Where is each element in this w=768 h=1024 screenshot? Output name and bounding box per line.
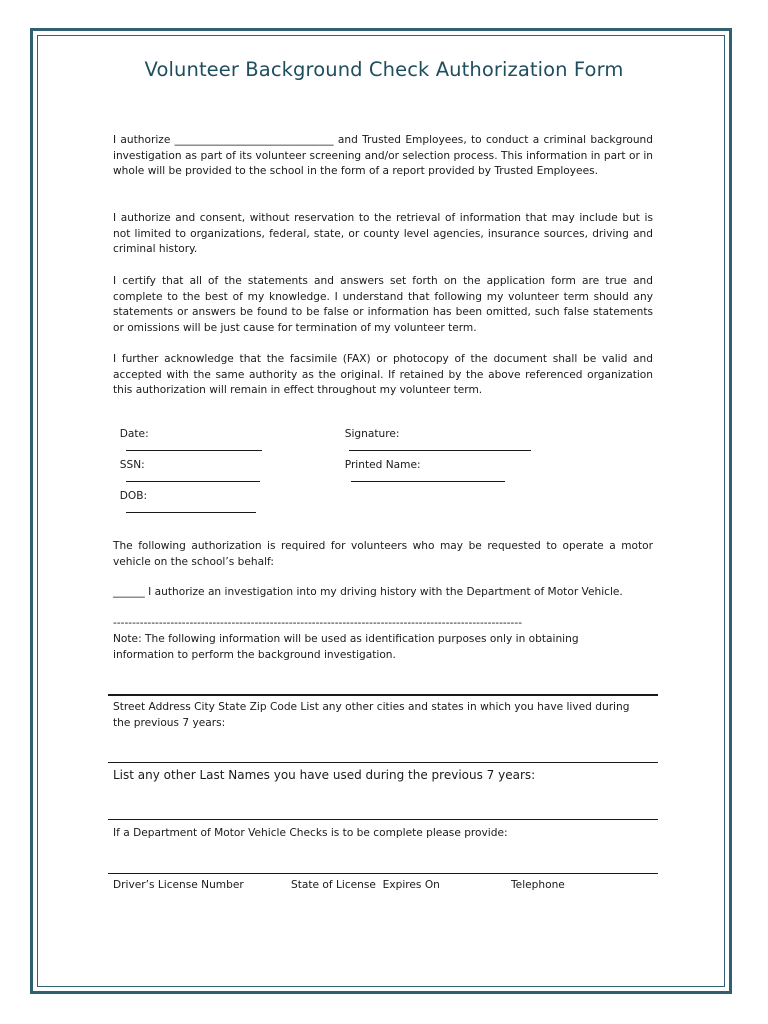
ssn-label: SSN: bbox=[119, 459, 145, 471]
dob-blank[interactable] bbox=[126, 502, 256, 513]
dashed-separator: ----------------------------------------------------------------------------------------------------------- bbox=[113, 617, 523, 629]
signature-label: Signature: bbox=[344, 428, 400, 440]
printed-name-label: Printed Name: bbox=[344, 459, 421, 471]
address-top-rule bbox=[108, 694, 658, 696]
dob-field bbox=[113, 478, 256, 516]
consent-paragraph: I authorize and consent, without reservation to the retrieval of information that may include but is not limited to organizations, federal, state, or county level agencies, insurance sources, driving and criminal history. bbox=[113, 212, 653, 256]
license-number-label: Driver’s License Number bbox=[113, 879, 244, 891]
note-text: Note: The following information will be used as identification purposes only in obtaining information to perform the background investigation. bbox=[113, 633, 579, 661]
printed-name-blank[interactable] bbox=[351, 471, 505, 482]
dob-label: DOB: bbox=[119, 490, 148, 502]
authorization-paragraph: I authorize ______________________________ and Trusted Employees, to conduct a criminal background investigation as part of its volunteer screening and/or selection process. This information in part or in whole will be provided to the school in the form of a report provided by Trusted Employees. bbox=[113, 134, 653, 178]
address-section-label: Street Address City State Zip Code List any other cities and states in which you have lived during the previous 7 years: bbox=[113, 701, 630, 729]
dmv-section-label: If a Department of Motor Vehicle Checks is to be complete please provide: bbox=[113, 827, 508, 839]
driving-authorization-line[interactable]: ______ I authorize an investigation into my driving history with the Department of Motor Vehicle. bbox=[113, 586, 623, 598]
address-answer-rule[interactable] bbox=[108, 762, 658, 763]
dmv-answer-rule[interactable] bbox=[108, 873, 658, 874]
telephone-label: Telephone bbox=[511, 879, 565, 891]
last-names-answer-rule[interactable] bbox=[108, 819, 658, 820]
last-names-section-label: List any other Last Names you have used during the previous 7 years: bbox=[113, 768, 536, 782]
form-title: Volunteer Background Check Authorization Form bbox=[144, 58, 624, 81]
certification-paragraph: I certify that all of the statements and answers set forth on the application form are true and complete to the best of my knowledge. I understand that following my volunteer term should any statements or answers be found to be false or information has been omitted, such false statements or omissions will be just cause for termination of my volunteer term. bbox=[113, 275, 653, 334]
vehicle-requirement-paragraph: The following authorization is required for volunteers who may be requested to operate a motor vehicle on the school’s behalf: bbox=[113, 540, 653, 568]
printed-name-field bbox=[338, 447, 505, 485]
facsimile-paragraph: I further acknowledge that the facsimile (FAX) or photocopy of the document shall be valid and accepted with the same authority as the original. If retained by the above referenced organization this authorization will remain in effect throughout my volunteer term. bbox=[113, 353, 653, 397]
state-expires-label: State of License Expires On bbox=[291, 879, 440, 891]
date-label: Date: bbox=[119, 428, 149, 440]
